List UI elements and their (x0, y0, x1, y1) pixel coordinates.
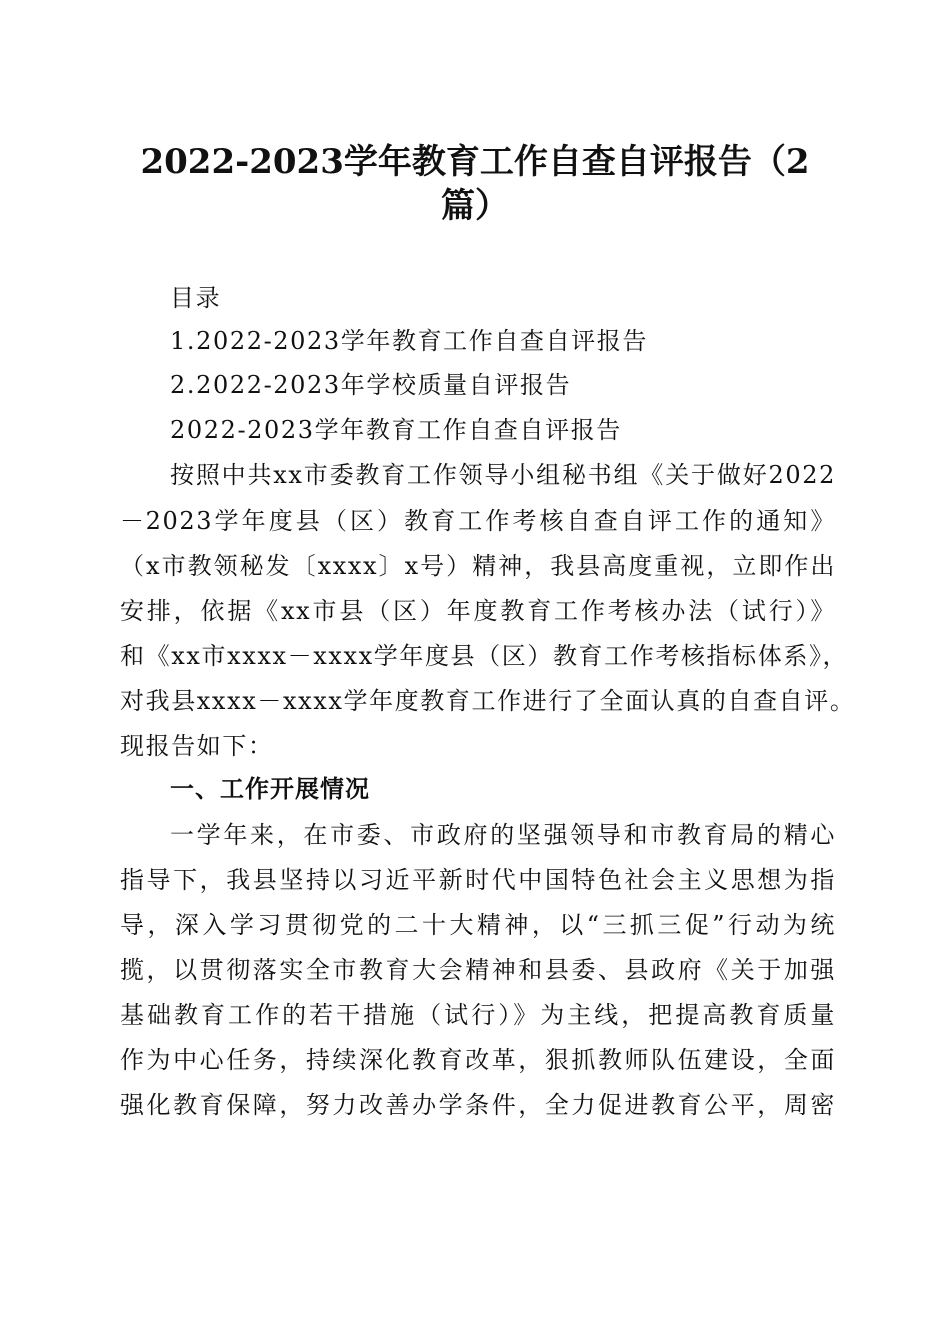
paragraph-1-line: 和《xx市xxxx－xxxx学年度县（区）教育工作考核指标体系》， (120, 642, 849, 670)
section-title: 2022-2023学年教育工作自查自评报告 (170, 416, 622, 444)
paragraph-2-line: 强化教育保障，努力改善办学条件，全力促进教育公平，周密 (120, 1091, 836, 1119)
toc-item-2: 2.2022-2023年学校质量自评报告 (170, 371, 572, 399)
toc-item-1: 1.2022-2023学年教育工作自查自评报告 (170, 327, 648, 355)
paragraph-1-line: 安排，依据《xx市县（区）年度教育工作考核办法（试行）》 (120, 597, 836, 625)
paragraph-1-line: －2023学年度县（区）教育工作考核自查自评工作的通知》 (120, 507, 836, 535)
paragraph-1-line: （x市教领秘发〔xxxx〕x号）精神，我县高度重视，立即作出 (120, 552, 836, 580)
paragraph-2-line: 揽，以贯彻落实全市教育大会精神和县委、县政府《关于加强 (120, 956, 836, 984)
paragraph-1-line: 现报告如下： (120, 732, 274, 760)
paragraph-2-line: 导，深入学习贯彻党的二十大精神，以“三抓三促”行动为统 (120, 911, 836, 939)
paragraph-2-line: 指导下，我县坚持以习近平新时代中国特色社会主义思想为指 (120, 866, 836, 894)
paragraph-1-line: 对我县xxxx－xxxx学年度教育工作进行了全面认真的自查自评。 (120, 687, 856, 715)
toc-heading: 目录 (170, 284, 222, 312)
document-title-line-1: 2022-2023学年教育工作自查自评报告（2 (140, 142, 810, 182)
document-title-line-2: 篇） (441, 186, 509, 226)
paragraph-1-line: 按照中共xx市委教育工作领导小组秘书组《关于做好2022 (170, 461, 836, 489)
paragraph-2-line: 基础教育工作的若干措施（试行）》为主线，把提高教育质量 (120, 1001, 836, 1029)
section-heading-1: 一、工作开展情况 (170, 775, 370, 803)
paragraph-2-line: 作为中心任务，持续深化教育改革，狠抓教师队伍建设，全面 (120, 1046, 836, 1074)
paragraph-2-line: 一学年来，在市委、市政府的坚强领导和市教育局的精心 (170, 821, 836, 849)
